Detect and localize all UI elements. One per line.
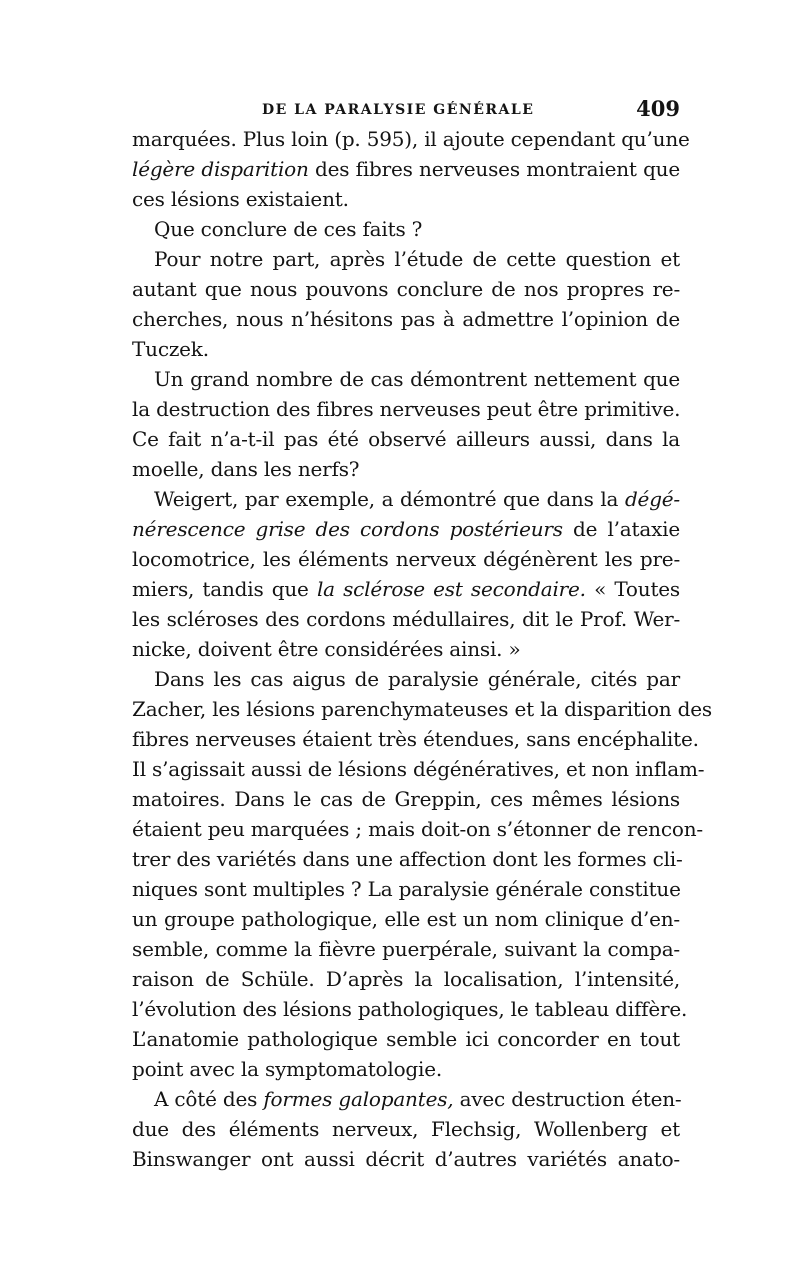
text-line: Dans les cas aigus de paralysie générale, cités par bbox=[154, 667, 680, 691]
text-line: Tuczek. bbox=[132, 337, 209, 361]
text-line: raison de Schüle. D’après la localisation, l’intensité, bbox=[132, 967, 680, 991]
page-header bbox=[132, 96, 680, 122]
body-text bbox=[132, 124, 712, 1174]
text-line: A côté des formes galopantes, avec destruction éten- bbox=[154, 1087, 682, 1111]
text-line: un groupe pathologique, elle est un nom clinique d’en- bbox=[132, 907, 680, 931]
text-line: Ce fait n’a-t-il pas été observé ailleurs aussi, dans la bbox=[132, 427, 680, 451]
running-title: DE LA PARALYSIE GÉNÉRALE bbox=[262, 102, 535, 118]
text-line: fibres nerveuses étaient très étendues, sans encéphalite. bbox=[132, 727, 699, 751]
text-line: niques sont multiples ? La paralysie générale constitue bbox=[132, 877, 681, 901]
text-line: autant que nous pouvons conclure de nos propres re- bbox=[132, 277, 680, 301]
text-line: l’évolution des lésions pathologiques, le tableau diffère. bbox=[132, 997, 688, 1021]
text-line: nérescence grise des cordons postérieurs de l’ataxie bbox=[132, 517, 680, 541]
text-line: Que conclure de ces faits ? bbox=[154, 217, 423, 241]
text-line: trer des variétés dans une affection dont les formes cli- bbox=[132, 847, 683, 871]
text-line: matoires. Dans le cas de Greppin, ces mêmes lésions bbox=[132, 787, 680, 811]
text-line: légère disparition des fibres nerveuses montraient que bbox=[132, 157, 680, 181]
text-line: miers, tandis que la sclérose est secondaire. « Toutes bbox=[132, 577, 680, 601]
text-line: étaient peu marquées ; mais doit-on s’étonner de rencon- bbox=[132, 817, 703, 841]
text-line: Zacher, les lésions parenchymateuses et la disparition des bbox=[132, 697, 712, 721]
text-line: nicke, doivent être considérées ainsi. » bbox=[132, 637, 521, 661]
text-line: locomotrice, les éléments nerveux dégénèrent les pre- bbox=[132, 547, 680, 571]
text-line: Un grand nombre de cas démontrent nettement que bbox=[154, 367, 680, 391]
text-line: ces lésions existaient. bbox=[132, 187, 349, 211]
text-line: Il s’agissait aussi de lésions dégénératives, et non inflam- bbox=[132, 757, 705, 781]
text-line: la destruction des fibres nerveuses peut être primitive. bbox=[132, 397, 681, 421]
text-line: L’anatomie pathologique semble ici concorder en tout bbox=[132, 1027, 680, 1051]
text-line: cherches, nous n’hésitons pas à admettre l’opinion de bbox=[132, 307, 680, 331]
text-line: point avec la symptomatologie. bbox=[132, 1057, 443, 1081]
text-line: Binswanger ont aussi décrit d’autres variétés anato- bbox=[132, 1147, 680, 1171]
text-line: moelle, dans les nerfs? bbox=[132, 457, 360, 481]
text-line: semble, comme la fièvre puerpérale, suivant la compa- bbox=[132, 937, 680, 961]
text-line: les scléroses des cordons médullaires, dit le Prof. Wer- bbox=[132, 607, 680, 631]
text-line: marquées. Plus loin (p. 595), il ajoute cependant qu’une bbox=[132, 127, 690, 151]
text-line: Pour notre part, après l’étude de cette question et bbox=[154, 247, 680, 271]
text-line: due des éléments nerveux, Flechsig, Wollenberg et bbox=[132, 1117, 680, 1141]
page-number: 409 bbox=[636, 96, 680, 121]
text-line: Weigert, par exemple, a démontré que dans la dégé- bbox=[154, 487, 680, 511]
